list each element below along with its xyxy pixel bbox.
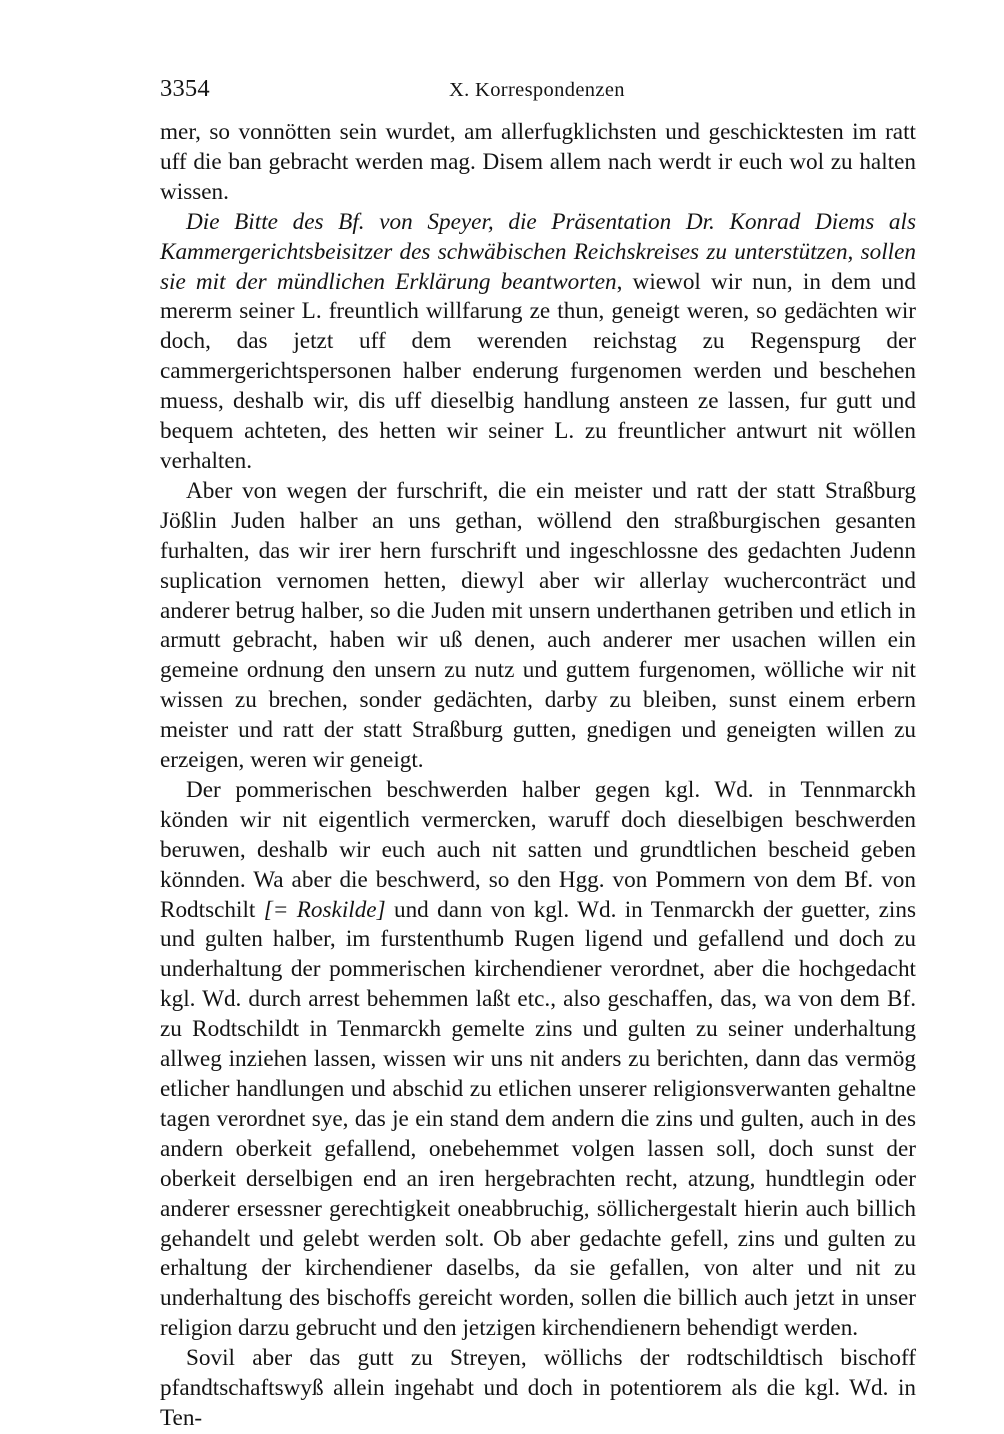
paragraph-furschrift: Aber von wegen der furschrift, die ein meister und ratt der statt Straßburg Jößlin Juden halber an uns gethan, wöllend den straßburgischen gesanten furhalten, das wir irer hern furschrift und ingeschlossne des gedachten Judenn suplication vernomen hetten, diewyl aber wir allerlay wucherconträct und anderer betrug halber, so die Juden mit unsern underthanen getriben und etlich in armutt gebracht, haben wir uß denen, auch anderer mer usachen willen ein gemeine ordnung den unsern zu nutz und guttem furgenomen, wölliche wir nit wissen zu brechen, sonder gedächten, darby zu bleiben, sunst einem erbern meister und ratt der statt Straßburg gutten, gnedigen und geneigten willen zu erzeigen, weren wir geneigt. — [160, 477, 916, 774]
paragraph-streyen: Sovil aber das gutt zu Streyen, wöllichs der rodtschildtisch bischoff pfandtschaftswyß allein ingehabt und doch in potentiorem als die kgl. Wd. in Ten- — [160, 1345, 916, 1431]
running-head — [160, 74, 916, 104]
italic-lead-speyer: Die Bitte des Bf. von Speyer, die Präsentation Dr. Konrad Diems als Kammergerichtsbeisitzer des schwäbischen Reichskreises zu unterstützen, sollen sie mit der mündlichen Erklärung beantworten — [160, 208, 916, 295]
paragraph-continued: mer, so vonnötten sein wurdet, am allerfugklichsten und geschicktesten im ratt uff die ban gebracht werden mag. Disem allem nach werdt ir euch wol zu halten wissen. — [160, 119, 916, 205]
page-number: 3354 — [160, 75, 210, 102]
paragraph-speyer-body: , wiewol wir nun, in dem und mererm seiner L. freuntlich willfarung ze thun, geneigt weren, so gedächten wir doch, das jetzt uff dem werenden reichstag zu Regenspurg der cammergerichtspersonen halber enderung furgenomen werden und beschehen muess, deshalb wir, dis uff dieselbig handlung ansteen ze lassen, fur gutt und bequem achteten, des hetten wir seiner L. zu freuntlicher antwurt nit wöllen verhalten. — [160, 268, 916, 474]
body-text-block — [160, 118, 916, 1434]
editorial-gloss-roskilde: [= Roskilde] — [263, 896, 386, 923]
running-head-title: X. Korrespondenzen — [448, 79, 625, 101]
paragraph-pommerisch-rest: und dann von kgl. Wd. in Tenmarckh der guetter, zins und gulten halber, im furstenthumb Rugen ligend und gefallend und doch zu underhaltung der pommerischen kirchendiener verordnet, aber die hochgedacht kgl. Wd. durch arrest behemmen laßt etc., also geschaffen, das, wa von dem Bf. zu Rodtschildt in Tenmarckh gemelte zins und gulten zu seiner underhaltung allweg inziehen lassen, wissen wir uns nit anders zu berichten, dann das vermög etlicher handlungen und abschid zu etlichen unserer religionsverwanten gehaltne tagen verordnet sye, das je ein stand dem andern die zins und gulten, auch in des andern oberkeit gefallend, onebehemmet volgen lassen soll, doch sunst der oberkeit derselbigen end an iren hergebrachten recht, atzung, hundtlegin oder anderer ersessner gerechtigkeit oneabbruchig, söllichergestalt hierin auch billich gehandelt und gelebt werden solt. Ob aber gedachte gefell, zins und gulten zu erhaltung der kirchendiener daselbs, da sie gefallen, von alter und nit zu underhaltung des bischoffs gereicht worden, sollen die billich auch jetzt in unser religion darzu gebrucht und den jetzigen kirchendienern behendigt werden. — [160, 896, 916, 1342]
paragraph-speyer — [160, 208, 916, 477]
paragraph-pommerisch-lead: Der pommerischen beschwerden halber gegen kgl. Wd. in Tennmarckh könden wir nit eigentlich vermercken, waruff doch dieselbigen beschwerden beruwen, deshalb wir euch auch nit satten und grundtlichen bescheid geben könnden. Wa aber die beschwerd, so den Hgg. von Pommern von dem Bf. von Rodtschilt — [160, 776, 916, 923]
paragraph-pommerisch — [160, 776, 916, 1344]
